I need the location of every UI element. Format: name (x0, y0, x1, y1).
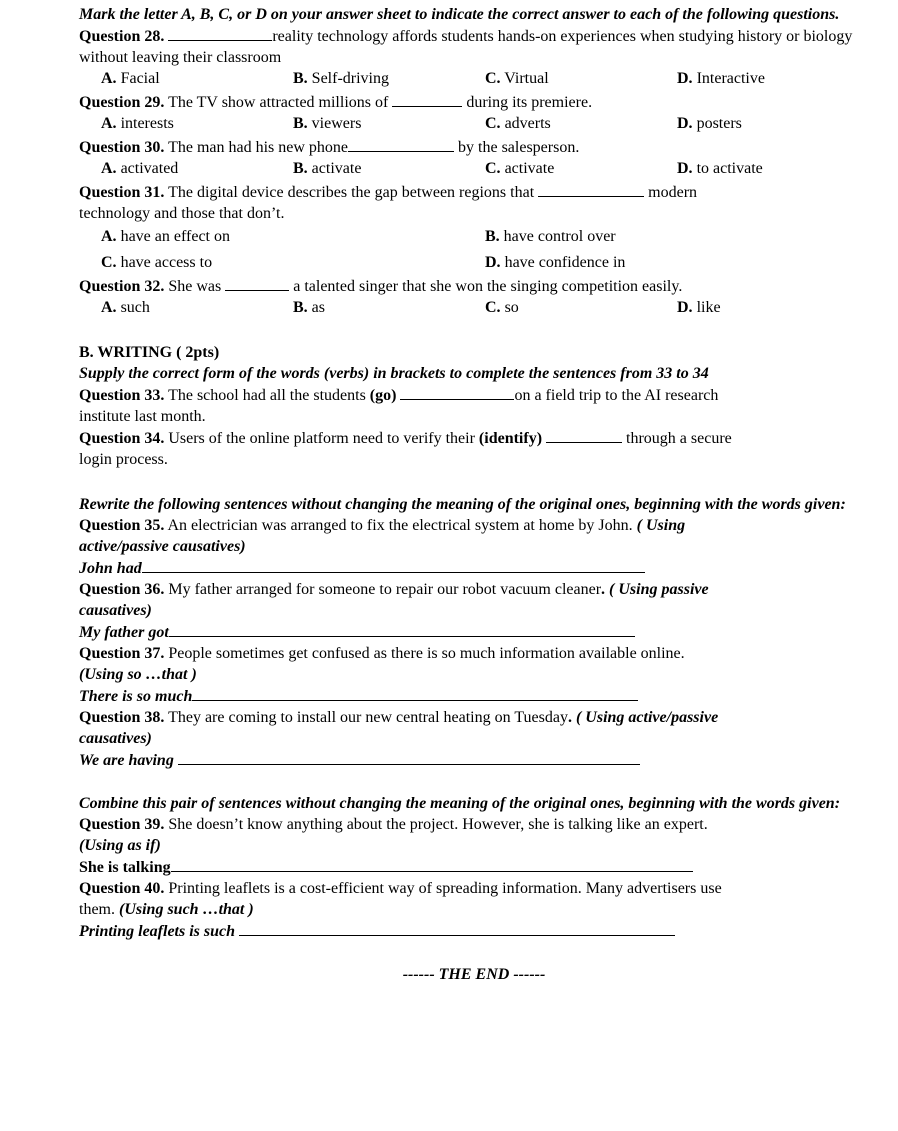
option-b: B. viewers (293, 115, 362, 132)
answer-line-39: She is talking (79, 856, 869, 878)
question-35-hint: active/passive causatives) (79, 538, 246, 555)
answer-line-40: Printing leaflets is such (79, 920, 869, 942)
question-34: Question 34. Users of the online platform need to verify their (identify) through a secure (79, 427, 869, 449)
option-c: C. activate (485, 160, 555, 177)
section-heading-writing: B. WRITING ( 2pts) (79, 344, 220, 361)
option-c: C. have access to (101, 254, 213, 271)
question-text: reality technology affords students hands-on experiences when studying history or biology without leaving their classroom (79, 28, 853, 66)
question-34-cont: login process. (79, 451, 168, 468)
answer-line-37: There is so much (79, 685, 869, 707)
question-32: Question 32. She was a talented singer that she won the singing competition easily. (79, 275, 869, 297)
answer-blank (348, 136, 454, 152)
answer-line-38: We are having (79, 749, 869, 771)
question-33: Question 33. The school had all the students (go) on a field trip to the AI research (79, 384, 869, 406)
question-38: Question 38. They are coming to install our new central heating on Tuesday. ( Using active/passive (79, 709, 719, 726)
question-39: Question 39. She doesn’t know anything about the project. However, she is talking like an expert. (79, 816, 708, 833)
question-38-hint: causatives) (79, 730, 152, 747)
instruction-word-form: Supply the correct form of the words (verbs) in brackets to complete the sentences from 33 to 34 (79, 365, 709, 382)
option-a: A. Facial (101, 70, 160, 87)
instruction-multiple-choice: Mark the letter A, B, C, or D on your answer sheet to indicate the correct answer to each of the following questions. (79, 6, 840, 23)
answer-line-35: John had (79, 557, 869, 579)
option-c: C. adverts (485, 115, 551, 132)
instruction-rewrite: Rewrite the following sentences without changing the meaning of the original ones, beginning with the words given: (79, 496, 846, 513)
option-d: D. to activate (677, 160, 763, 177)
option-b: B. have control over (485, 228, 616, 245)
answer-blank (239, 920, 675, 936)
answer-blank (168, 25, 272, 41)
question-36: Question 36. My father arranged for someone to repair our robot vacuum cleaner. ( Using passive (79, 581, 709, 598)
option-d: D. Interactive (677, 70, 765, 87)
question-37: Question 37. People sometimes get confused as there is so much information available online. (79, 645, 685, 662)
option-a: A. such (101, 299, 150, 316)
options-28 (79, 68, 869, 89)
option-d: D. posters (677, 115, 742, 132)
question-31-cont: technology and those that don’t. (79, 205, 285, 222)
option-c: C. so (485, 299, 519, 316)
answer-blank (400, 384, 514, 400)
option-d: D. have confidence in (485, 254, 626, 271)
the-end-marker: ------ THE END ------ (402, 966, 546, 983)
instruction-combine: Combine this pair of sentences without changing the meaning of the original ones, beginning with the words given: (79, 795, 841, 812)
answer-blank (192, 685, 638, 701)
option-b: B. Self-driving (293, 70, 389, 87)
answer-blank (546, 427, 622, 443)
question-40-cont: them. (Using such …that ) (79, 901, 254, 918)
option-a: A. activated (101, 160, 179, 177)
answer-blank (538, 181, 644, 197)
answer-blank (392, 91, 462, 107)
question-37-hint: (Using so …that ) (79, 666, 197, 683)
option-a: A. interests (101, 115, 174, 132)
answer-blank (171, 856, 693, 872)
answer-blank (178, 749, 640, 765)
option-a: A. have an effect on (101, 228, 230, 245)
options-30 (79, 158, 869, 179)
question-40: Question 40. Printing leaflets is a cost-efficient way of spreading information. Many advertisers use (79, 880, 722, 897)
exam-page (79, 4, 869, 985)
question-28 (79, 25, 869, 68)
option-c: C. Virtual (485, 70, 549, 87)
options-29 (79, 113, 869, 134)
option-b: B. activate (293, 160, 362, 177)
answer-blank (225, 275, 289, 291)
options-32 (79, 297, 869, 318)
answer-blank (142, 557, 645, 573)
question-29: Question 29. The TV show attracted millions of during its premiere. (79, 91, 869, 113)
options-31-row2 (79, 252, 869, 273)
option-d: D. like (677, 299, 721, 316)
question-39-hint: (Using as if) (79, 837, 161, 854)
question-31: Question 31. The digital device describes the gap between regions that modern (79, 181, 869, 203)
question-label: Question 28. (79, 28, 165, 45)
options-31-row1 (79, 226, 869, 247)
answer-blank (169, 621, 635, 637)
question-36-hint: causatives) (79, 602, 152, 619)
option-b: B. as (293, 299, 325, 316)
question-30: Question 30. The man had his new phone by the salesperson. (79, 136, 869, 158)
answer-line-36: My father got (79, 621, 869, 643)
question-33-cont: institute last month. (79, 408, 206, 425)
question-35: Question 35. An electrician was arranged to fix the electrical system at home by John. ( Using (79, 517, 686, 534)
